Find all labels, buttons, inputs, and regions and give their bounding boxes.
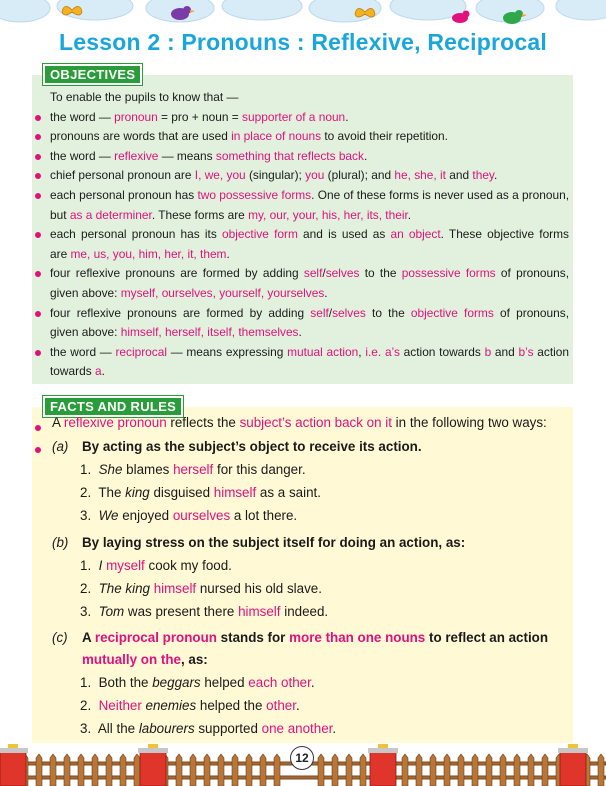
list-item-continuation: towards a. xyxy=(50,364,105,379)
list-item: 1. I myself cook my food. xyxy=(80,558,232,573)
objectives-intro: To enable the pupils to know that — xyxy=(50,90,239,104)
rule-c-heading-continuation: mutually on the, as: xyxy=(82,652,208,667)
list-item: chief personal pronoun are I, we, you (singular); you (plural); and he, she, it and they. xyxy=(32,166,573,186)
rule-a-marker: (a) xyxy=(52,439,69,454)
list-item: 1. Both the beggars helped each other. xyxy=(80,675,315,690)
list-item-continuation: given above: himself, herself, itself, themselves. xyxy=(50,325,302,340)
list-item: each personal pronoun has two possessive forms. One of these forms is never used as a pronoun, xyxy=(32,186,573,206)
bullet-icon xyxy=(35,425,41,431)
rule-c-marker: (c) xyxy=(52,630,68,645)
facts-panel xyxy=(32,407,573,743)
list-item: 2. Neither enemies helped the other. xyxy=(80,698,300,713)
list-item-continuation: given above: myself, ourselves, yourself, yourselves. xyxy=(50,285,328,300)
rule-a-heading: By acting as the subject’s object to receive its action. xyxy=(82,439,422,454)
bullet-icon xyxy=(35,154,41,160)
bullet-icon xyxy=(35,311,41,317)
list-item: 1. She blames herself for this danger. xyxy=(80,462,306,477)
top-border-clouds xyxy=(0,0,606,32)
list-item: the word — reciprocal — means expressing mutual action, i.e. a’s action towards b and b’s action xyxy=(32,343,573,363)
list-item: 3. We enjoyed ourselves a lot there. xyxy=(80,508,298,523)
bullet-icon xyxy=(35,350,41,356)
objectives-list xyxy=(32,88,573,382)
list-item-continuation: but as a determiner. These forms are my, our, your, his, her, its, their. xyxy=(50,207,412,222)
list-item: each personal pronoun has its objective form and is used as an object. These objective forms xyxy=(32,225,573,245)
bullet-icon xyxy=(35,232,41,238)
bullet-icon xyxy=(35,447,41,453)
page-number: 12 xyxy=(290,746,314,770)
brick-pillar-icon xyxy=(558,744,588,786)
rule-b-heading: By laying stress on the subject itself for doing an action, as: xyxy=(82,535,466,550)
list-item: 3. All the labourers supported one another. xyxy=(80,721,337,736)
list-item: four reflexive pronouns are formed by adding self/selves to the objective forms of pronouns, xyxy=(32,304,573,324)
page-title: Lesson 2 : Pronouns : Reflexive, Reciprocal xyxy=(59,29,547,55)
rule-b-marker: (b) xyxy=(52,535,69,550)
list-item: four reflexive pronouns are formed by adding self/selves to the possessive forms of pronouns, xyxy=(32,264,573,284)
objectives-label: OBJECTIVES xyxy=(43,64,142,85)
list-item: 3. Tom was present there himself indeed. xyxy=(80,604,329,619)
list-item: 2. The king himself nursed his old slave. xyxy=(80,581,322,596)
brick-pillar-icon xyxy=(138,744,168,786)
bullet-icon xyxy=(35,271,41,277)
list-item: pronouns are words that are used in place of nouns to avoid their repetition. xyxy=(32,127,573,147)
brick-pillar-icon xyxy=(0,744,28,786)
facts-intro: A reflexive pronoun reflects the subject’s action back on it in the following two ways: xyxy=(52,415,547,430)
list-item: 2. The king disguised himself as a saint. xyxy=(80,485,321,500)
list-item: the word — pronoun = pro + noun = supporter of a noun. xyxy=(32,108,573,128)
list-item: the word — reflexive — means something that reflects back. xyxy=(32,147,573,167)
bullet-icon xyxy=(35,193,41,199)
rule-c-heading: A reciprocal pronoun stands for more than one nouns to reflect an action xyxy=(82,630,549,645)
bullet-icon xyxy=(35,115,41,121)
list-item-continuation: are me, us, you, him, her, it, them. xyxy=(50,246,230,261)
bullet-icon xyxy=(35,173,41,179)
brick-pillar-icon xyxy=(368,744,398,786)
facts-label: FACTS AND RULES xyxy=(43,396,183,417)
bullet-icon xyxy=(35,134,41,140)
